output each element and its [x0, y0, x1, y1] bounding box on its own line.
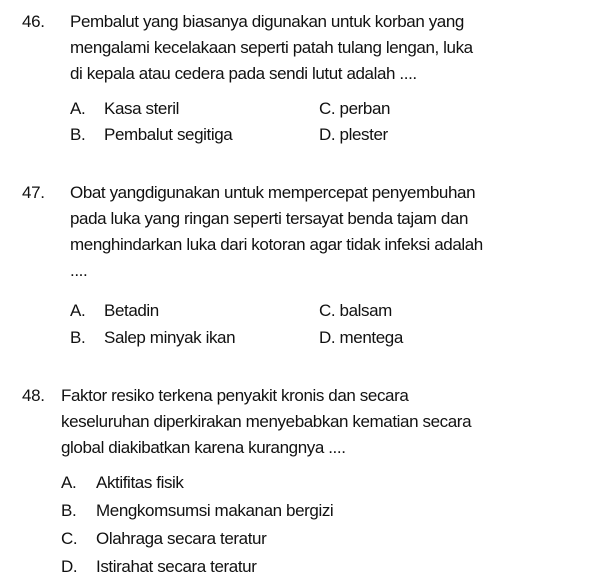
option-letter: D.	[319, 125, 336, 144]
option-letter: B.	[70, 328, 86, 347]
question-text	[70, 180, 483, 284]
option-text: Aktifitas fisik	[96, 473, 184, 492]
option-c	[319, 96, 390, 122]
question-text-line: mengalami kecelakaan seperti patah tulang lengan, luka	[70, 38, 473, 57]
question-number: 47.	[22, 183, 45, 202]
option-text: Olahraga secara teratur	[96, 529, 267, 548]
option-d	[319, 122, 388, 148]
question-number: 48.	[22, 386, 45, 405]
option-text: balsam	[339, 301, 392, 320]
question-text-line: keseluruhan diperkirakan menyebabkan kematian secara	[61, 412, 472, 431]
option-a	[61, 470, 184, 496]
option-text: Kasa steril	[104, 99, 179, 118]
question-number: 46.	[22, 12, 45, 31]
option-letter: B.	[70, 125, 86, 144]
option-letter: C.	[319, 99, 336, 118]
question-text-line: ....	[70, 261, 88, 280]
question-text-line: pada luka yang ringan seperti tersayat benda tajam dan	[70, 209, 469, 228]
option-text: perban	[339, 99, 391, 118]
option-text: Betadin	[104, 301, 159, 320]
option-letter: A.	[61, 473, 77, 492]
option-letter: D.	[319, 328, 336, 347]
question-text	[61, 383, 471, 461]
option-b	[70, 325, 235, 351]
option-letter: A.	[70, 99, 86, 118]
option-d	[61, 554, 256, 580]
option-letter: D.	[61, 557, 78, 576]
question-text-line: Pembalut yang biasanya digunakan untuk korban yang	[70, 12, 464, 31]
option-b	[61, 498, 333, 524]
option-text: plester	[339, 125, 388, 144]
option-c	[319, 298, 392, 324]
option-a	[70, 96, 179, 122]
question-text-line: di kepala atau cedera pada sendi lutut adalah ....	[70, 64, 417, 83]
option-text: Istirahat secara teratur	[96, 557, 257, 576]
option-c	[61, 526, 266, 552]
option-text: mentega	[339, 328, 403, 347]
question-text-line: Faktor resiko terkena penyakit kronis dan secara	[61, 386, 409, 405]
option-letter: C.	[61, 529, 78, 548]
question-text	[70, 9, 473, 87]
option-text: Mengkomsumsi makanan bergizi	[96, 501, 334, 520]
option-b	[70, 122, 232, 148]
option-d	[319, 325, 403, 351]
option-letter: A.	[70, 301, 86, 320]
option-text: Salep minyak ikan	[104, 328, 236, 347]
option-letter: B.	[61, 501, 77, 520]
question-text-line: menghindarkan luka dari kotoran agar tidak infeksi adalah	[70, 235, 483, 254]
option-a	[70, 298, 159, 324]
option-letter: C.	[319, 301, 336, 320]
question-text-line: global diakibatkan karena kurangnya ....	[61, 438, 346, 457]
question-text-line: Obat yangdigunakan untuk mempercepat penyembuhan	[70, 183, 476, 202]
option-text: Pembalut segitiga	[104, 125, 233, 144]
